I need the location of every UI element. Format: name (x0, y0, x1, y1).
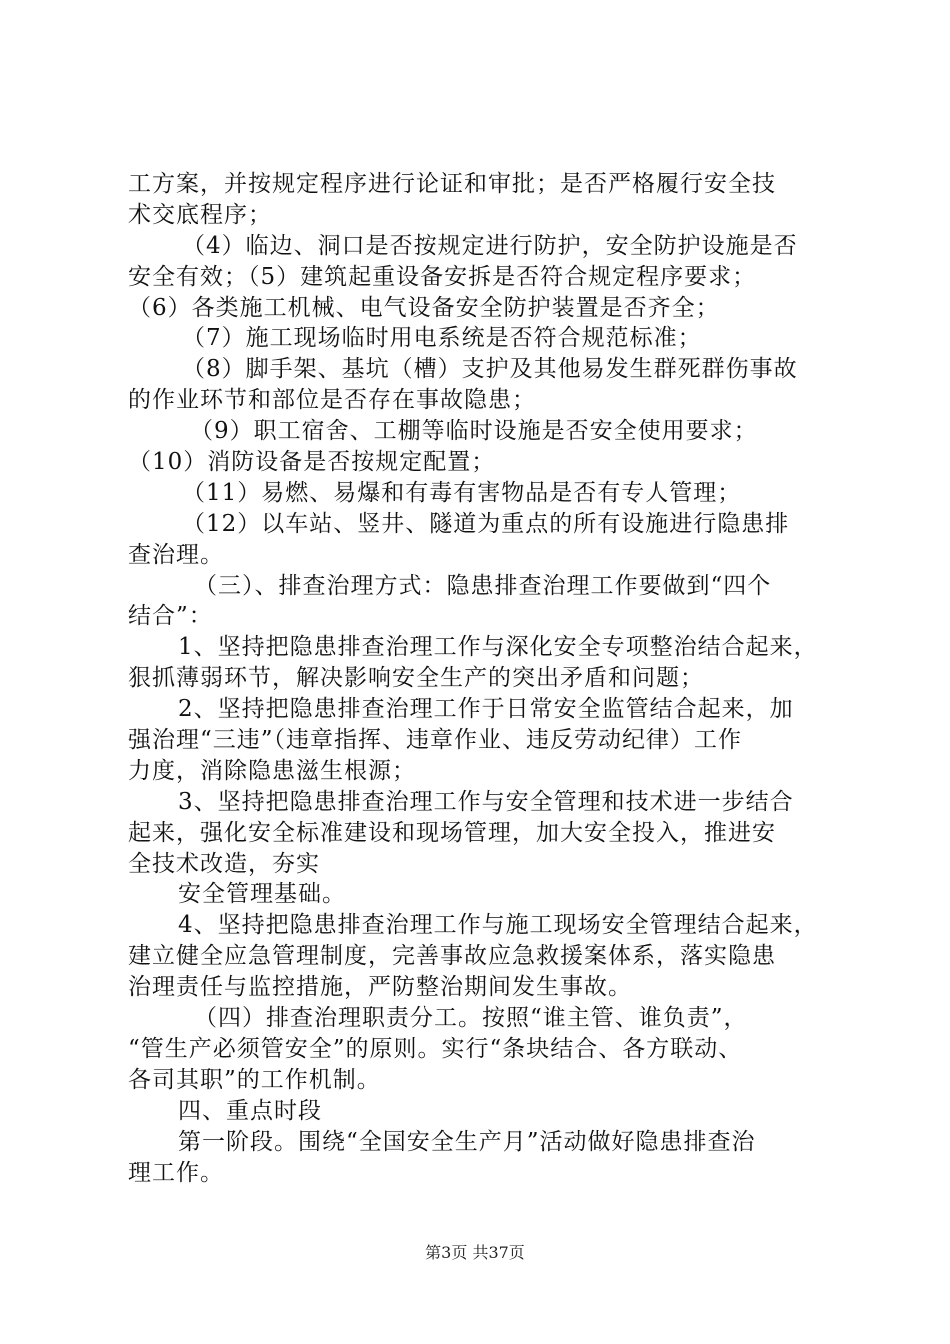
paragraph-line: （7）施工现场临时用电系统是否符合规范标准； (182, 325, 702, 352)
paragraph-line: 力度，消除隐患滋生根源； (128, 757, 416, 784)
paragraph-line: 狠抓薄弱环节，解决影响安全生产的突出矛盾和问题； (128, 665, 704, 692)
paragraph-line: （10）消防设备是否按规定配置； (128, 449, 496, 476)
paragraph-line: 治理责任与监控措施，严防整治期间发生事故。 (128, 974, 632, 1001)
paragraph-line: （4）临边、洞口是否按规定进行防护，安全防护设施是否 (182, 232, 798, 259)
paragraph-line: 安全有效；（5）建筑起重设备安拆是否符合规定程序要求； (128, 263, 757, 290)
section-heading: 四、重点时段 (178, 1097, 322, 1124)
paragraph-line: （9）职工宿舍、工棚等临时设施是否安全使用要求； (190, 418, 758, 445)
paragraph-line: （三）、排查治理方式：隐患排查治理工作要做到“四个 (194, 572, 772, 599)
paragraph-line: 强治理“三违”（违章指挥、违章作业、违反劳动纪律）工作 (128, 727, 743, 754)
paragraph-line: 安全管理基础。 (178, 881, 346, 908)
body-text (128, 169, 828, 1188)
paragraph-line: 理工作。 (128, 1159, 224, 1186)
paragraph-line: 工方案，并按规定程序进行论证和审批；是否严格履行安全技 (128, 171, 776, 197)
paragraph-line: 全技术改造，夯实 (128, 850, 320, 877)
paragraph-line: 4、坚持把隐患排查治理工作与施工现场安全管理结合起来， (178, 912, 818, 939)
paragraph-line: 第一阶段。围绕“全国安全生产月”活动做好隐患排查治 (178, 1128, 756, 1155)
paragraph-line: （8）脚手架、基坑（槽）支护及其他易发生群死群伤事故 (182, 356, 798, 383)
paragraph-line: 1、坚持把隐患排查治理工作与深化安全专项整治结合起来， (178, 634, 818, 661)
paragraph-line: 各司其职”的工作机制。 (128, 1066, 381, 1093)
paragraph-line: 的作业环节和部位是否存在事故隐患； (128, 387, 536, 414)
paragraph-line: 术交底程序； (128, 201, 272, 228)
paragraph-line: 查治理。 (128, 541, 224, 568)
paragraph-line: “管生产必须管安全”的原则。实行“条块结合、各方联动、 (128, 1035, 743, 1062)
paragraph-line: 建立健全应急管理制度，完善事故应急救援案体系，落实隐患 (128, 943, 776, 970)
paragraph-line: 2、坚持把隐患排查治理工作于日常安全监管结合起来，加 (178, 696, 794, 723)
paragraph-line: 3、坚持把隐患排查治理工作与安全管理和技术进一步结合 (178, 788, 794, 815)
paragraph-line: （11）易燃、易爆和有毒有害物品是否有专人管理； (182, 479, 742, 506)
paragraph-line: 结合”： (128, 603, 213, 630)
paragraph-line: （6）各类施工机械、电气设备安全防护装置是否齐全； (128, 294, 720, 321)
paragraph-line: （12）以车站、竖井、隧道为重点的所有设施进行隐患排 (182, 510, 790, 537)
paragraph-line: 起来，强化安全标准建设和现场管理，加大安全投入，推进安 (128, 819, 776, 846)
page-number-footer: 第3页 共37页 (425, 1243, 525, 1262)
paragraph-line: （四）排查治理职责分工。按照“谁主管、谁负责”， (194, 1005, 748, 1032)
